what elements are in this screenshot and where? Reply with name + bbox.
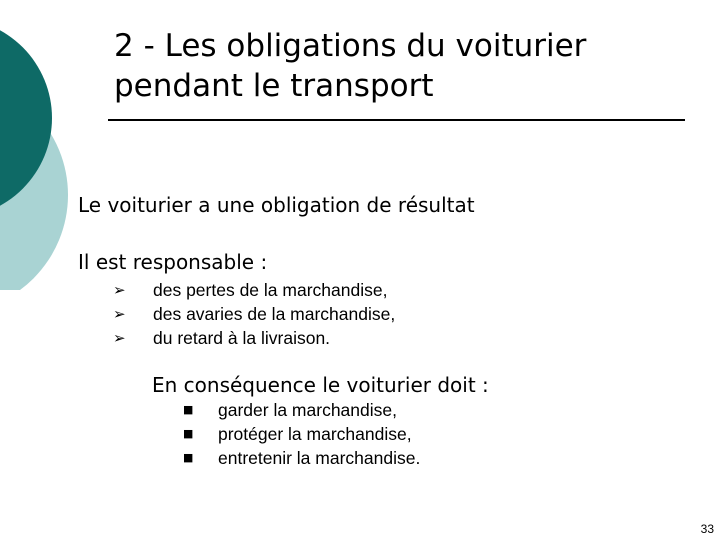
list-item-text: protéger la marchandise,	[218, 424, 412, 444]
square-bullet-icon: ■	[183, 403, 194, 416]
list-item	[183, 398, 420, 422]
list-item-text: des pertes de la marchandise,	[153, 280, 388, 300]
list-item-text: garder la marchandise,	[218, 400, 397, 420]
consequence-list	[183, 398, 421, 470]
list-item-text: des avaries de la marchandise,	[153, 304, 396, 324]
page-number: 33	[700, 522, 714, 536]
list-item-text: du retard à la livraison.	[153, 328, 331, 348]
list-item	[183, 422, 420, 446]
list-item	[113, 326, 395, 350]
slide-title-line-2: pendant le transport	[114, 68, 434, 104]
square-bullet-icon: ■	[183, 427, 194, 440]
decorative-teal-circles	[0, 0, 90, 290]
list-item-text: entretenir la marchandise.	[218, 448, 421, 468]
obligation-statement: Le voiturier a une obligation de résultat	[78, 193, 475, 217]
consequence-heading: En conséquence le voiturier doit :	[152, 373, 489, 397]
list-item	[113, 302, 396, 326]
title-underline	[108, 119, 685, 121]
slide-title-line-1: 2 - Les obligations du voiturier	[114, 28, 587, 64]
arrowhead-bullet-icon: ➢	[113, 329, 126, 347]
square-bullet-icon: ■	[183, 451, 194, 464]
list-item	[183, 446, 421, 470]
slide-title	[114, 26, 684, 106]
responsible-list	[113, 278, 396, 350]
arrowhead-bullet-icon: ➢	[113, 281, 126, 299]
responsible-heading: Il est responsable :	[78, 250, 268, 274]
arrowhead-bullet-icon: ➢	[113, 305, 126, 323]
list-item	[113, 278, 395, 302]
